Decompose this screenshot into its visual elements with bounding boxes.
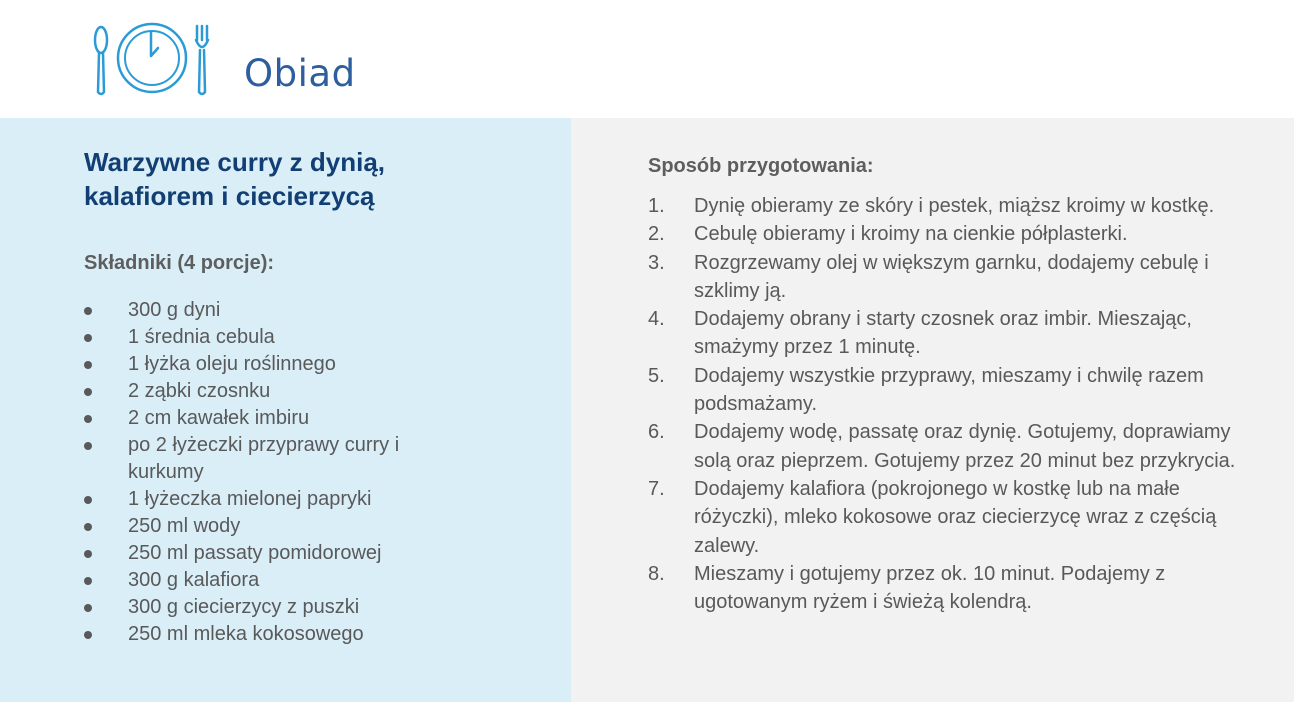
step-item (648, 220, 1238, 248)
step-text: Dodajemy obrany i starty czosnek oraz imbir. Mieszając, smażymy przez 1 minutę. (694, 308, 1192, 359)
step-number: 5. (648, 364, 665, 387)
page-header (0, 0, 1294, 118)
step-item (648, 192, 1238, 220)
step-number: 6. (648, 421, 665, 444)
step-number: 3. (648, 251, 665, 274)
step-number: 4. (648, 308, 665, 331)
step-text: Dodajemy wodę, passatę oraz dynię. Gotujemy, doprawiamy solą oraz pieprzem. Gotujemy przez 20 minut bez przykrycia. (694, 421, 1236, 472)
step-number: 2. (648, 223, 665, 246)
ingredient-item: 2 cm kawałek imbiru (84, 405, 444, 432)
recipe-title-line-2: kalafiorem i ciecierzycą (84, 181, 375, 211)
ingredient-item: 300 g ciecierzycy z puszki (84, 594, 444, 621)
step-item (648, 475, 1238, 560)
recipe-title-line-1: Warzywne curry z dynią, (84, 147, 386, 177)
step-item (648, 305, 1238, 362)
step-item (648, 249, 1238, 306)
step-text: Dynię obieramy ze skóry i pestek, miąższ kroimy w kostkę. (694, 195, 1215, 217)
step-number: 7. (648, 477, 665, 500)
ingredient-item: 1 łyżka oleju roślinnego (84, 351, 444, 378)
ingredient-item: 2 ząbki czosnku (84, 378, 444, 405)
ingredient-item: 250 ml wody (84, 513, 444, 540)
ingredient-item: 300 g kalafiora (84, 567, 444, 594)
step-item (648, 362, 1238, 419)
ingredient-item: 250 ml passaty pomidorowej (84, 540, 444, 567)
preparation-steps-list (648, 192, 1238, 616)
preparation-heading: Sposób przygotowania: (648, 155, 874, 177)
ingredient-item: 1 łyżeczka mielonej papryki (84, 486, 444, 513)
plate-clock-cutlery-icon (88, 18, 216, 100)
step-number: 1. (648, 195, 665, 217)
step-text: Dodajemy kalafiora (pokrojonego w kostkę lub na małe różyczki), mleko kokosowe oraz ciecierzycę wraz z częścią zalewy. (694, 477, 1217, 557)
step-text: Dodajemy wszystkie przyprawy, mieszamy i chwilę razem podsmażamy. (694, 364, 1204, 416)
ingredients-list (84, 297, 444, 648)
step-text: Cebulę obieramy i kroimy na cienkie półplasterki. (694, 223, 1128, 246)
step-number: 8. (648, 562, 665, 585)
page-title: Obiad (244, 52, 356, 95)
step-text: Mieszamy i gotujemy przez ok. 10 minut. Podajemy z ugotowanym ryżem i świeżą kolendrą. (694, 562, 1166, 614)
ingredient-item: 300 g dyni (84, 297, 444, 324)
step-text: Rozgrzewamy olej w większym garnku, dodajemy cebulę i szklimy ją. (694, 251, 1209, 302)
ingredient-item: 1 średnia cebula (84, 324, 444, 351)
step-item (648, 418, 1238, 475)
recipe-title (84, 145, 504, 213)
step-item (648, 560, 1238, 617)
ingredients-heading: Składniki (4 porcje): (84, 252, 275, 274)
ingredient-item: po 2 łyżeczki przyprawy curry i kurkumy (84, 432, 444, 486)
ingredient-item: 250 ml mleka kokosowego (84, 621, 444, 648)
